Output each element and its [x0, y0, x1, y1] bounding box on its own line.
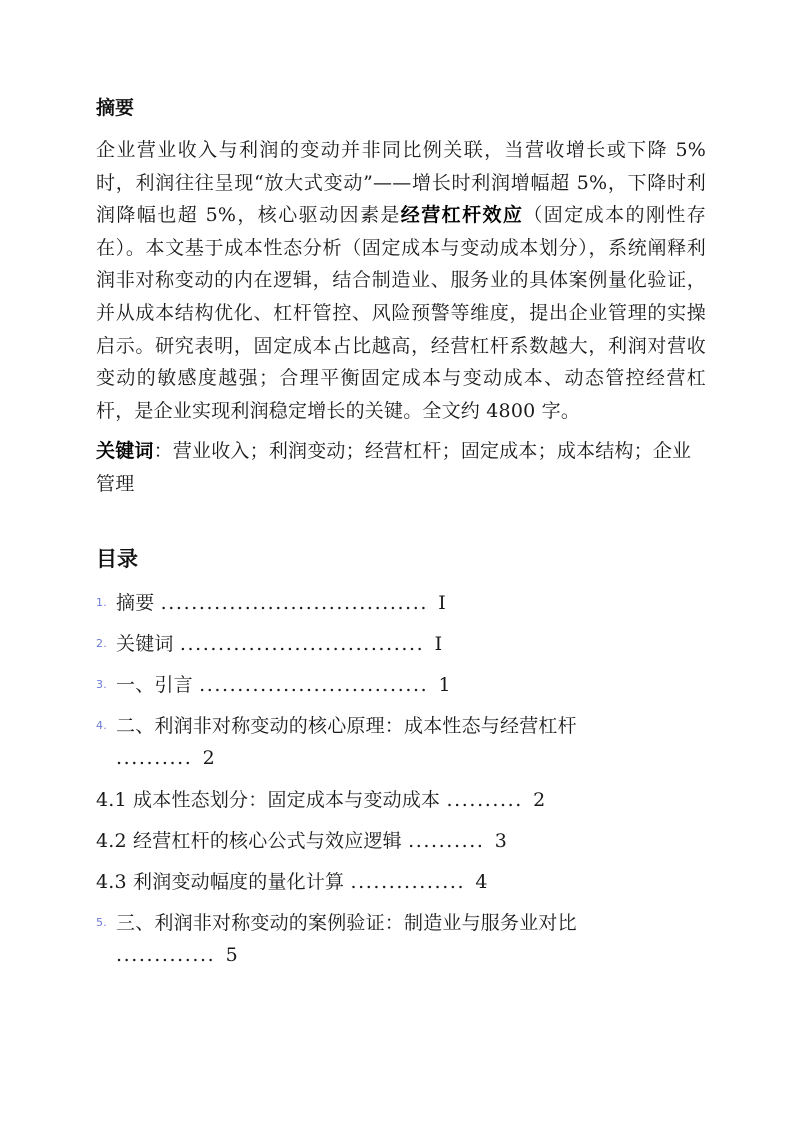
toc-item-page: 3 — [494, 829, 508, 852]
toc-leader-dots: ............. — [116, 944, 216, 967]
toc-item-page: 5 — [225, 944, 238, 967]
toc-leader-dots: .......... — [446, 788, 523, 811]
toc-item-number: 5. — [96, 915, 107, 929]
keywords-paragraph — [96, 435, 706, 500]
toc-leader-dots: .......... — [408, 829, 485, 852]
toc-leader-dots: .......... — [116, 747, 193, 770]
toc-item-title: 摘要 — [116, 591, 155, 614]
abstract-paragraph — [96, 134, 706, 427]
table-of-contents — [96, 587, 706, 972]
toc-item-section-4-3[interactable] — [96, 866, 706, 899]
toc-item-abstract[interactable] — [96, 587, 606, 620]
toc-item-title: 一、引言 — [116, 673, 193, 696]
toc-item-section-3[interactable] — [96, 907, 606, 972]
abstract-bold-term: 经营杠杆效应 — [400, 204, 524, 227]
toc-item-number: 4. — [96, 718, 107, 732]
toc-item-page: 2 — [533, 788, 546, 811]
toc-leader-dots: ............... — [350, 870, 466, 893]
toc-item-page: I — [438, 591, 447, 614]
keywords-separator: ： — [153, 440, 173, 463]
toc-item-title: 4.3 利润变动幅度的量化计算 — [96, 870, 345, 893]
toc-heading: 目录 — [96, 546, 138, 571]
toc-item-keywords[interactable] — [96, 628, 606, 661]
abstract-heading: 摘要 — [96, 97, 135, 119]
abstract-text-after: （固定成本的刚性存在）。本文基于成本性态分析（固定成本与变动成本划分），系统阐释利润非对称变动的内在逻辑，结合制造业、服务业的具体案例量化验证，并从成本结构优化、杠杆管控、风险预警等维度，提出企业管理的实操启示。研究表明，固定成本占比越高，经营杠杆系数越大，利润对营收变动的敏感度越强；合理平衡固定成本与变动成本、动态管控经营杠杆，是企业实现利润稳定增长的关键。全文约 4800 字。 — [96, 204, 706, 422]
toc-item-section-4-2[interactable] — [96, 825, 706, 858]
toc-item-section-2[interactable] — [96, 710, 606, 775]
toc-item-section-4-1[interactable] — [96, 784, 706, 817]
toc-item-page: 4 — [475, 870, 488, 893]
toc-leader-dots: ................................ — [179, 632, 425, 655]
toc-leader-dots: ................................... — [160, 591, 429, 614]
toc-item-page: 2 — [202, 747, 215, 770]
toc-item-number: 2. — [96, 636, 107, 650]
toc-item-introduction[interactable] — [96, 669, 606, 702]
toc-item-number: 3. — [96, 677, 107, 691]
toc-item-title: 4.2 经营杠杆的核心公式与效应逻辑 — [96, 829, 402, 852]
keywords-text: 营业收入；利润变动；经营杠杆；固定成本；成本结构；企业管理 — [96, 440, 692, 495]
toc-item-title: 4.1 成本性态划分：固定成本与变动成本 — [96, 788, 441, 811]
toc-item-page: I — [434, 632, 443, 655]
keywords-label: 关键词 — [96, 440, 154, 463]
toc-leader-dots: .............................. — [199, 673, 429, 696]
toc-item-title: 二、利润非对称变动的核心原理：成本性态与经营杠杆 — [116, 714, 577, 737]
toc-item-title: 关键词 — [116, 632, 174, 655]
toc-item-page: 1 — [438, 673, 451, 696]
abstract-text-before: 企业营业收入与利润的变动并非同比例关联，当营收增长或下降 5%时，利润往往呈现“放大式变动”——增长时利润增幅超 5%，下降时利润降幅也超 5%，核心驱动因素是 — [96, 139, 706, 227]
toc-item-title: 三、利润非对称变动的案例验证：制造业与服务业对比 — [116, 911, 577, 934]
document-page — [96, 94, 706, 980]
toc-item-number: 1. — [96, 595, 107, 609]
